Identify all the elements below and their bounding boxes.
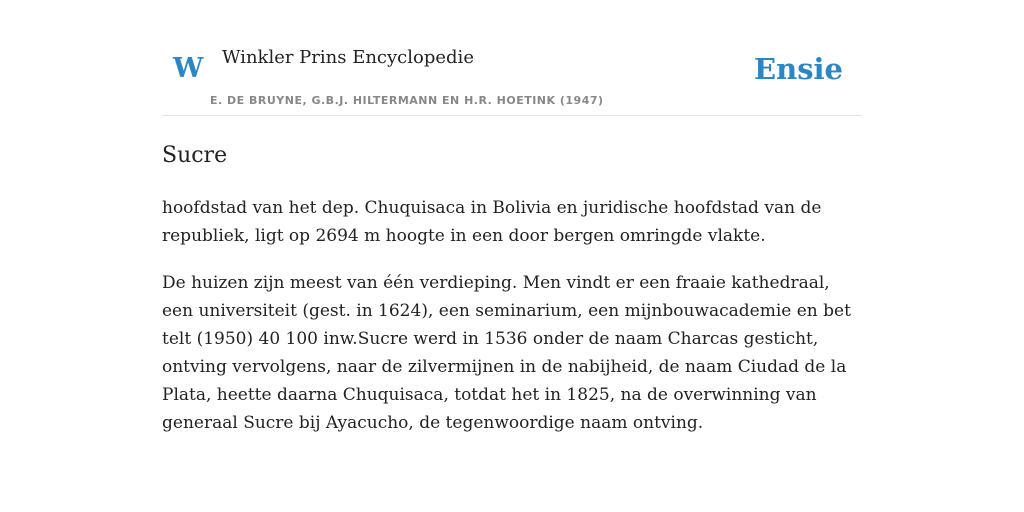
book-title[interactable]: Winkler Prins Encyclopedie [222, 47, 474, 68]
encyclopedia-logo-icon[interactable]: W [173, 53, 204, 84]
ensie-logo-link[interactable]: Ensie [754, 52, 843, 86]
content-container [162, 0, 862, 437]
header [162, 0, 862, 116]
entry-paragraph-1: hoofdstad van het dep. Chuquisaca in Bolivia en juridische hoofdstad van de republiek, ligt op 2694 m hoogte in een door bergen omringde vlakte. [162, 198, 822, 246]
entry-paragraph-2: De huizen zijn meest van één verdieping. Men vindt er een fraaie kathedraal, een universiteit (gest. in 1624), een seminarium, een mijnbouwacademie en bet telt (1950) 40 100 inw.Sucre werd in 1536 onder de naam Charcas gesticht, ontving vervolgens, naar de zilvermijnen in de nabijheid, de naam Ciudad de la Plata, heette daarna Chuquisaca, totdat het in 1825, na de overwinning van generaal Sucre bij Ayacucho, de tegenwoordige naam ontving. [162, 273, 851, 433]
authors: E. DE BRUYNE, G.B.J. HILTERMANN EN H.R. HOETINK (1947) [210, 94, 604, 107]
entry-title: Sucre [162, 143, 228, 168]
